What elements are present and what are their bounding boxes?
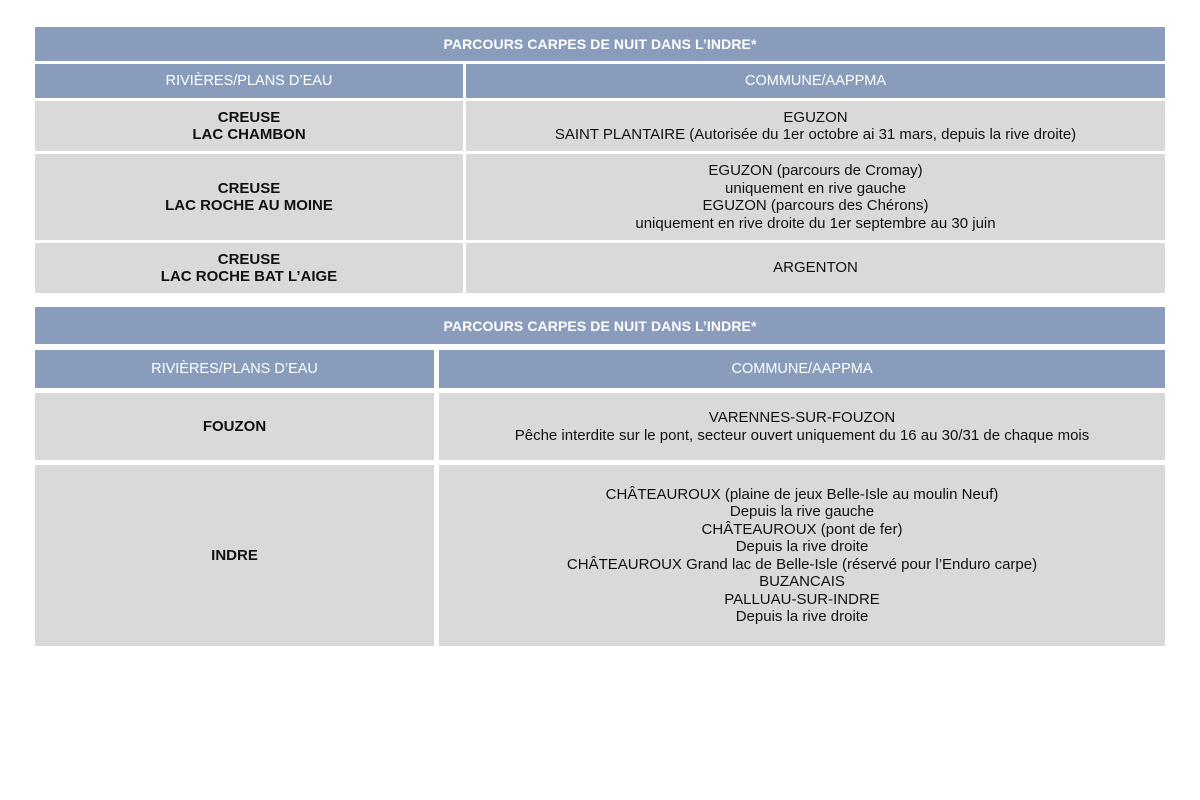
- table-row-river-cell: CREUSE LAC ROCHE AU MOINE: [35, 154, 463, 240]
- table-title-text: PARCOURS CARPES DE NUIT DANS L’INDRE*: [443, 317, 757, 334]
- table-title: [35, 307, 1165, 344]
- table-row-commune-cell: VARENNES-SUR-FOUZON Pêche interdite sur le pont, secteur ouvert uniquement du 16 au 30/31 de chaque mois: [439, 393, 1165, 460]
- carp-night-table-1: [35, 27, 1165, 293]
- table-row-commune-cell: CHÂTEAUROUX (plaine de jeux Belle-Isle au moulin Neuf) Depuis la rive gauche CHÂTEAUROUX (pont de fer) Depuis la rive droite CHÂTEAUROUX Grand lac de Belle-Isle (réservé pour l’Enduro carpe) BUZANCAIS PALLUAU-SUR-INDRE Depuis la rive droite: [439, 465, 1165, 646]
- column-header-river: RIVIÈRES/PLANS D’EAU: [35, 350, 434, 388]
- table-row-commune-cell: ARGENTON: [466, 243, 1165, 293]
- table-row-river-cell: INDRE: [35, 465, 434, 646]
- carp-night-table-2: [35, 307, 1165, 646]
- table-title: [35, 27, 1165, 61]
- table-row-river-cell: FOUZON: [35, 393, 434, 460]
- table-row-river-cell: CREUSE LAC CHAMBON: [35, 101, 463, 151]
- column-header-commune: COMMUNE/AAPPMA: [439, 350, 1165, 388]
- column-header-river: RIVIÈRES/PLANS D’EAU: [35, 64, 463, 98]
- table-row-commune-cell: EGUZON (parcours de Cromay) uniquement en rive gauche EGUZON (parcours des Chérons) uniquement en rive droite du 1er septembre au 30 juin: [466, 154, 1165, 240]
- table-row-commune-cell: EGUZON SAINT PLANTAIRE (Autorisée du 1er octobre ai 31 mars, depuis la rive droite): [466, 101, 1165, 151]
- table-row-river-cell: CREUSE LAC ROCHE BAT L’AIGE: [35, 243, 463, 293]
- table-title-text: PARCOURS CARPES DE NUIT DANS L’INDRE*: [443, 36, 757, 52]
- column-header-commune: COMMUNE/AAPPMA: [466, 64, 1165, 98]
